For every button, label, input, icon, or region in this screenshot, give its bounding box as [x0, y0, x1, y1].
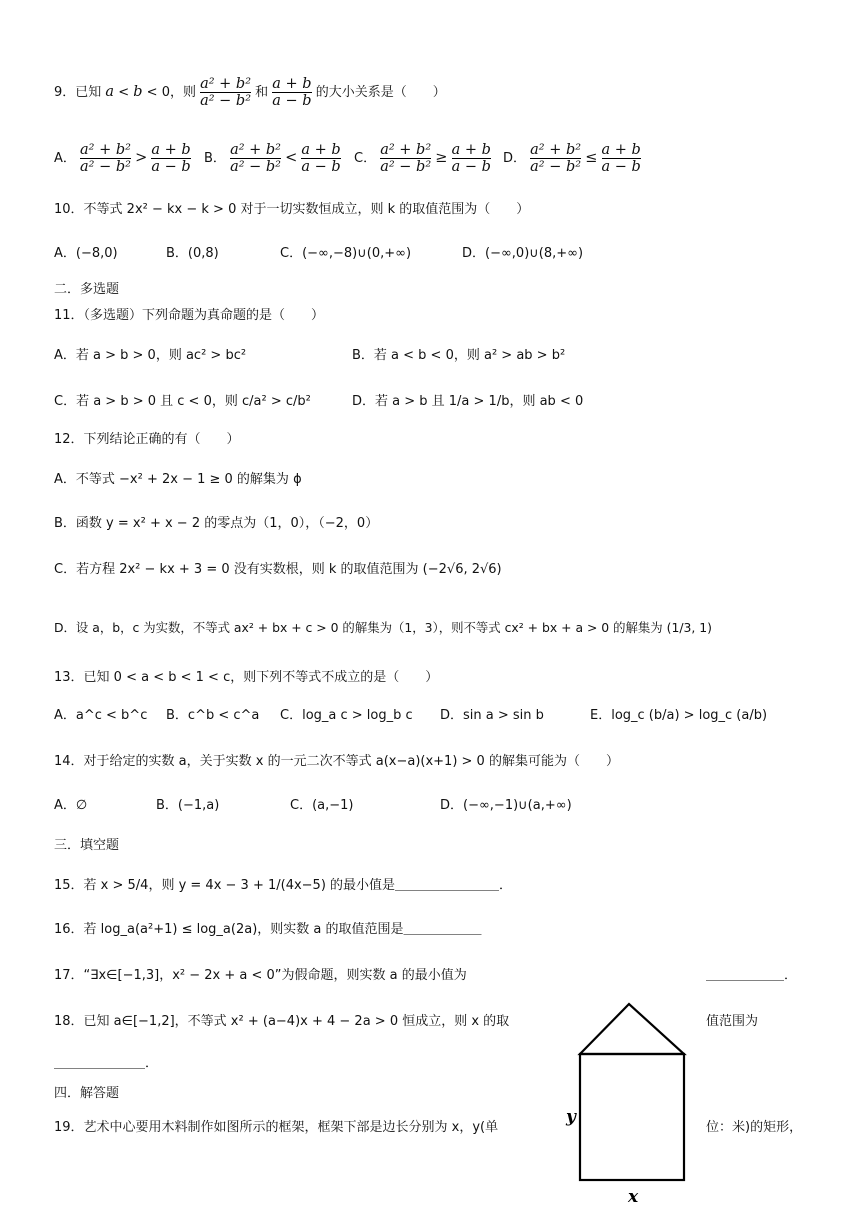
q18-blank[interactable]: ＿＿＿＿＿＿＿．	[54, 1056, 159, 1071]
q11-stem: 11．（多选题）下列命题为真命题的是（ ）	[54, 308, 325, 323]
q9-stem: 9．已知 a < b < 0，则 $\frac{\text{a² + b²}}{\text{a² − b²}}$ 和 $\frac{a + b}{a - b}$ 的大小关系是（ ）	[54, 76, 446, 109]
section-answer: 四．解答题	[54, 1086, 120, 1101]
q9-option-d[interactable]: D． $\frac{\text{a² + b²}}{\text{a² − b²}}$ ≤ $\frac{a + b}{a - b}$	[503, 142, 641, 175]
q16: 16．若 log_a(a²+1) ≤ log_a(2a)，则实数 a 的取值范围是＿＿＿＿＿＿	[54, 922, 482, 937]
q14-option-b[interactable]: B．(−1,a)	[156, 798, 220, 813]
q12-option-b[interactable]: B．函数 y = x² + x − 2 的零点为（1，0），（−2，0）	[54, 516, 379, 531]
q13-stem: 13．已知 0 < a < b < 1 < c，则下列不等式不成立的是（ ）	[54, 670, 439, 685]
q10-option-d[interactable]: D．(−∞,0)∪(8,+∞)	[462, 246, 584, 261]
figure-label-y: y	[566, 1107, 576, 1127]
q12-option-c[interactable]: C．若方程 2x² − kx + 3 = 0 没有实数根，则 k 的取值范围为 (−2√6, 2√6)	[54, 562, 502, 577]
q12-option-d[interactable]: D．设 a，b，c 为实数，不等式 ax² + bx + c > 0 的解集为（1，3），则不等式 cx² + bx + a > 0 的解集为 (1/3, 1)	[54, 620, 712, 635]
q17: 17．“∃x∈[−1,3]，x² − 2x + a < 0”为假命题，则实数 a 的最小值为	[54, 968, 467, 983]
q11-option-b[interactable]: B．若 a < b < 0，则 a² > ab > b²	[352, 348, 566, 363]
q13-option-d[interactable]: D．sin a > sin b	[440, 708, 544, 723]
q11-option-a[interactable]: A．若 a > b > 0，则 ac² > bc²	[54, 348, 247, 363]
q13-option-e[interactable]: E．log_c (b/a) > log_c (a/b)	[590, 708, 768, 723]
frame-rectangle	[580, 1054, 684, 1180]
frame-roof-triangle	[580, 1004, 684, 1054]
q14-option-a[interactable]: A．∅	[54, 798, 88, 813]
q12-stem: 12．下列结论正确的有（ ）	[54, 432, 240, 447]
figure-label-x: x	[628, 1187, 639, 1207]
q14-stem: 14．对于给定的实数 a，关于实数 x 的一元二次不等式 a(x−a)(x+1) > 0 的解集可能为（ ）	[54, 754, 619, 769]
q14-option-d[interactable]: D．(−∞,−1)∪(a,+∞)	[440, 798, 572, 813]
q11-option-d[interactable]: D．若 a > b 且 1/a > 1/b，则 ab < 0	[352, 394, 584, 409]
q10-stem: 10．不等式 2x² − kx − k > 0 对于一切实数恒成立，则 k 的取值范围为（ ）	[54, 202, 530, 217]
q18-tail: 值范围为	[706, 1014, 759, 1029]
q11-option-c[interactable]: C．若 a > b > 0 且 c < 0，则 c/a² > c/b²	[54, 394, 311, 409]
section-fill-in: 三．填空题	[54, 838, 120, 853]
q12-option-a[interactable]: A．不等式 −x² + 2x − 1 ≥ 0 的解集为 ϕ	[54, 472, 302, 487]
q13-option-c[interactable]: C．log_a c > log_b c	[280, 708, 413, 723]
q9-option-c[interactable]: C． $\frac{\text{a² + b²}}{\text{a² − b²}}$ ≥ $\frac{a + b}{a - b}$	[354, 142, 491, 175]
q19: 19．艺术中心要用木料制作如图所示的框架，框架下部是边长分别为 x，y(单	[54, 1120, 499, 1135]
q10-option-c[interactable]: C．(−∞,−8)∪(0,+∞)	[280, 246, 412, 261]
frame-figure	[568, 998, 698, 1214]
q18: 18．已知 a∈[−1,2]，不等式 x² + (a−4)x + 4 − 2a > 0 恒成立，则 x 的取	[54, 1014, 510, 1029]
q9-option-a[interactable]: A． $\frac{\text{a² + b²}}{\text{a² − b²}}$ > $\frac{a + b}{a - b}$	[54, 142, 191, 175]
q13-option-a[interactable]: A．a^c < b^c	[54, 708, 148, 723]
q17-blank[interactable]: ＿＿＿＿＿＿．	[706, 968, 798, 983]
q13-option-b[interactable]: B．c^b < c^a	[166, 708, 260, 723]
section-multiple-choice: 二．多选题	[54, 282, 120, 297]
q10-option-a[interactable]: A．(−8,0)	[54, 246, 118, 261]
q10-option-b[interactable]: B．(0,8)	[166, 246, 219, 261]
q9-option-b[interactable]: B． $\frac{\text{a² + b²}}{\text{a² − b²}}$ < $\frac{a + b}{a - b}$	[204, 142, 341, 175]
q15: 15．若 x > 5/4，则 y = 4x − 3 + 1/(4x−5) 的最小值是＿＿＿＿＿＿＿＿．	[54, 878, 513, 893]
q19-tail: 位：米)的矩形，	[706, 1120, 803, 1135]
q14-option-c[interactable]: C．(a,−1)	[290, 798, 354, 813]
